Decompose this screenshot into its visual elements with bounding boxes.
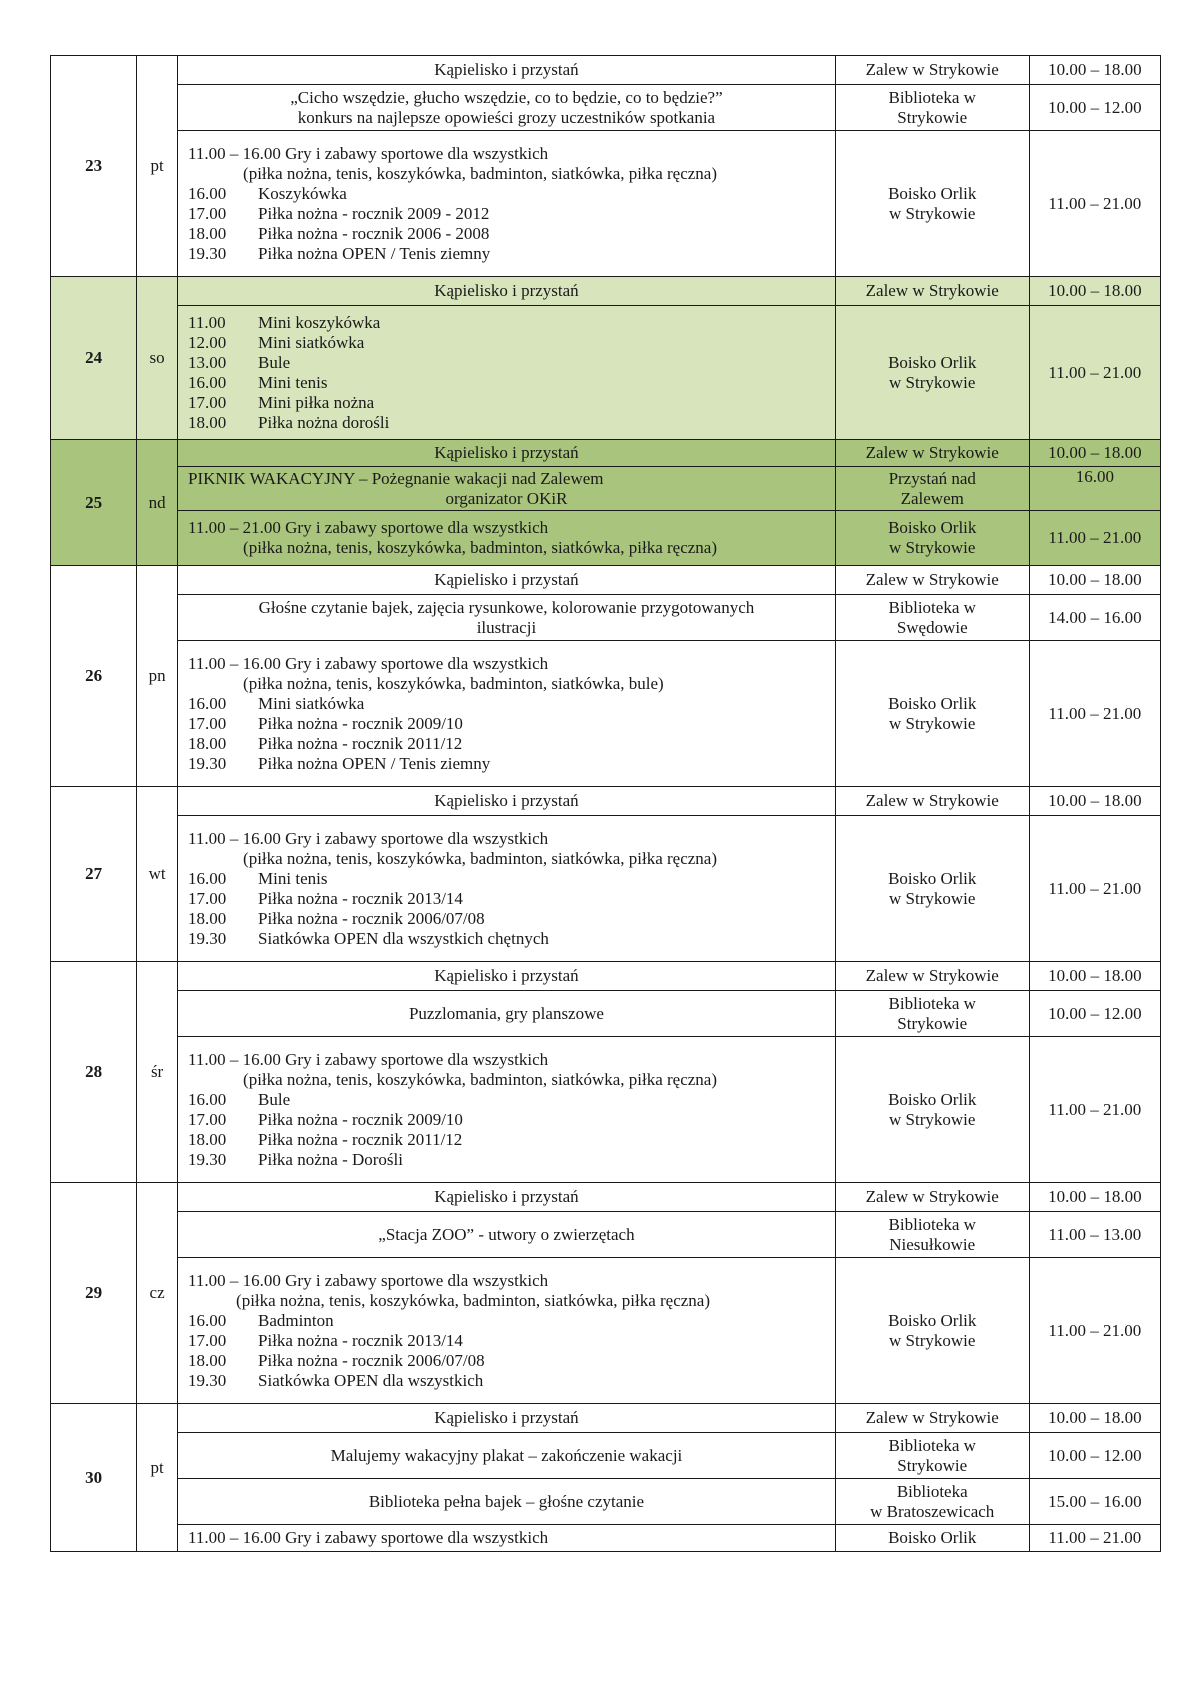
activity-cell <box>178 595 836 641</box>
hours-cell: 10.00 – 12.00 <box>1029 1433 1160 1479</box>
item-text: Mini koszykówka <box>258 312 381 332</box>
item-text: Mini tenis <box>258 372 328 392</box>
place-line: Przystań nad <box>888 468 976 488</box>
activity-line: (piłka nożna, tenis, koszykówka, badminton, siatkówka, piłka ręczna) <box>243 1069 718 1089</box>
place-line: Boisko Orlik <box>888 183 977 203</box>
table-row <box>51 85 1161 131</box>
place-line: Biblioteka <box>896 1481 968 1501</box>
place-cell: Zalew w Strykowie <box>835 440 1029 467</box>
activity-line: 11.00 – 16.00 Gry i zabawy sportowe dla wszystkich <box>188 143 549 163</box>
item-time: 16.00 <box>188 1089 227 1109</box>
place-line: w Strykowie <box>889 203 976 223</box>
activity-cell: „Stacja ZOO” - utwory o zwierzętach <box>178 1212 836 1258</box>
activity-cell: Kąpielisko i przystań <box>178 962 836 991</box>
place-line: Biblioteka w <box>888 1435 976 1455</box>
activity-line: PIKNIK WAKACYJNY – Pożegnanie wakacji nad Zalewem <box>188 468 604 488</box>
item-time: 19.30 <box>188 243 227 263</box>
hours-cell: 14.00 – 16.00 <box>1029 595 1160 641</box>
item-time: 16.00 <box>188 183 227 203</box>
hours-cell: 10.00 – 18.00 <box>1029 566 1160 595</box>
hours-cell: 10.00 – 18.00 <box>1029 1183 1160 1212</box>
item-time: 19.30 <box>188 928 227 948</box>
item-time: 18.00 <box>188 412 227 432</box>
place-line: Boisko Orlik <box>888 1310 977 1330</box>
place-cell <box>835 306 1029 440</box>
day-of-week: pt <box>137 56 178 277</box>
activity-cell <box>178 467 836 511</box>
hours-cell: 10.00 – 12.00 <box>1029 991 1160 1037</box>
day-of-week: pt <box>137 1404 178 1552</box>
table-row <box>51 1212 1161 1258</box>
place-cell <box>835 1479 1029 1525</box>
day-of-week: pn <box>137 566 178 787</box>
table-row <box>51 816 1161 962</box>
activity-line: „Cicho wszędzie, głucho wszędzie, co to będzie, co to będzie?” <box>290 87 723 107</box>
activity-cell: Kąpielisko i przystań <box>178 566 836 595</box>
hours-cell: 11.00 – 21.00 <box>1029 306 1160 440</box>
hours-cell: 11.00 – 21.00 <box>1029 131 1160 277</box>
place-cell: Zalew w Strykowie <box>835 566 1029 595</box>
hours-cell: 10.00 – 18.00 <box>1029 277 1160 306</box>
place-cell <box>835 1037 1029 1183</box>
place-cell <box>835 1433 1029 1479</box>
day-number: 30 <box>51 1404 137 1552</box>
activity-cell <box>178 1037 836 1183</box>
activity-cell <box>178 641 836 787</box>
table-row <box>51 511 1161 566</box>
item-text: Mini siatkówka <box>258 693 365 713</box>
hours-cell: 10.00 – 18.00 <box>1029 787 1160 816</box>
item-text: Mini siatkówka <box>258 332 365 352</box>
item-text: Koszykówka <box>258 183 347 203</box>
activity-cell <box>178 306 836 440</box>
item-text: Piłka nożna - rocznik 2006/07/08 <box>258 1350 485 1370</box>
hours-cell: 10.00 – 18.00 <box>1029 962 1160 991</box>
place-cell: Boisko Orlik <box>835 1525 1029 1552</box>
hours-cell: 10.00 – 18.00 <box>1029 56 1160 85</box>
place-line: Strykowie <box>897 1013 968 1033</box>
activity-cell: Kąpielisko i przystań <box>178 440 836 467</box>
activity-line: 11.00 – 16.00 Gry i zabawy sportowe dla wszystkich <box>188 1270 549 1290</box>
table-row <box>51 991 1161 1037</box>
table-row <box>51 566 1161 595</box>
item-text: Bule <box>258 352 291 372</box>
activity-line: (piłka nożna, tenis, koszykówka, badminton, siatkówka, bule) <box>243 673 664 693</box>
hours-cell: 10.00 – 18.00 <box>1029 440 1160 467</box>
table-row <box>51 641 1161 787</box>
item-text: Piłka nożna - rocznik 2011/12 <box>258 733 463 753</box>
place-line: Boisko Orlik <box>888 518 977 537</box>
activity-line: 11.00 – 16.00 Gry i zabawy sportowe dla wszystkich <box>188 828 549 848</box>
item-time: 16.00 <box>188 1310 227 1330</box>
item-text: Piłka nożna - rocznik 2009/10 <box>258 1109 463 1129</box>
item-time: 17.00 <box>188 392 227 412</box>
place-cell <box>835 1258 1029 1404</box>
place-line: Strykowie <box>897 1455 968 1475</box>
activity-cell: Kąpielisko i przystań <box>178 56 836 85</box>
day-of-week: śr <box>137 962 178 1183</box>
item-time: 18.00 <box>188 908 227 928</box>
hours-cell: 15.00 – 16.00 <box>1029 1479 1160 1525</box>
activity-cell: Malujemy wakacyjny plakat – zakończenie wakacji <box>178 1433 836 1479</box>
place-cell: Zalew w Strykowie <box>835 277 1029 306</box>
activity-line: (piłka nożna, tenis, koszykówka, badminton, siatkówka, piłka ręczna) <box>243 848 718 868</box>
activity-cell: Biblioteka pełna bajek – głośne czytanie <box>178 1479 836 1525</box>
activity-line: 11.00 – 16.00 Gry i zabawy sportowe dla wszystkich <box>188 1049 549 1069</box>
item-text: Piłka nożna - rocznik 2006/07/08 <box>258 908 485 928</box>
item-text: Piłka nożna - rocznik 2011/12 <box>258 1129 463 1149</box>
place-line: Biblioteka w <box>888 597 976 617</box>
activity-line: 11.00 – 21.00 Gry i zabawy sportowe dla wszystkich <box>188 518 549 537</box>
day-of-week: so <box>137 277 178 440</box>
place-cell <box>835 131 1029 277</box>
item-text: Piłka nożna dorośli <box>258 412 390 432</box>
place-cell <box>835 816 1029 962</box>
day-number: 25 <box>51 440 137 566</box>
item-text: Piłka nożna - rocznik 2006 - 2008 <box>258 223 490 243</box>
day-of-week: cz <box>137 1183 178 1404</box>
item-time: 17.00 <box>188 203 227 223</box>
place-line: Boisko Orlik <box>888 693 977 713</box>
hours-cell: 11.00 – 21.00 <box>1029 816 1160 962</box>
place-line: w Strykowie <box>889 1109 976 1129</box>
item-text: Piłka nożna - rocznik 2013/14 <box>258 1330 463 1350</box>
activity-cell: Kąpielisko i przystań <box>178 787 836 816</box>
place-line: w Strykowie <box>889 713 976 733</box>
table-row <box>51 1433 1161 1479</box>
table-row <box>51 56 1161 85</box>
place-line: Strykowie <box>897 107 968 127</box>
day-number: 26 <box>51 566 137 787</box>
day-number: 27 <box>51 787 137 962</box>
item-time: 19.30 <box>188 1370 227 1390</box>
table-row <box>51 277 1161 306</box>
place-line: w Strykowie <box>889 372 976 392</box>
activity-line: (piłka nożna, tenis, koszykówka, badminton, siatkówka, piłka ręczna) <box>236 1290 711 1310</box>
table-row <box>51 440 1161 467</box>
table-row <box>51 962 1161 991</box>
item-text: Piłka nożna OPEN / Tenis ziemny <box>258 753 491 773</box>
day-number: 29 <box>51 1183 137 1404</box>
place-cell: Zalew w Strykowie <box>835 1404 1029 1433</box>
place-line: Niesułkowie <box>889 1234 976 1254</box>
table-row <box>51 1479 1161 1525</box>
hours-cell: 10.00 – 18.00 <box>1029 1404 1160 1433</box>
item-time: 17.00 <box>188 1109 227 1129</box>
table-row <box>51 1183 1161 1212</box>
place-cell <box>835 85 1029 131</box>
day-number: 24 <box>51 277 137 440</box>
item-time: 18.00 <box>188 733 227 753</box>
place-line: Boisko Orlik <box>888 352 977 372</box>
activity-cell: Kąpielisko i przystań <box>178 277 836 306</box>
hours-cell: 11.00 – 21.00 <box>1029 1258 1160 1404</box>
day-of-week: nd <box>137 440 178 566</box>
item-time: 11.00 <box>188 312 226 332</box>
activity-cell <box>178 1258 836 1404</box>
item-time: 19.30 <box>188 1149 227 1169</box>
activity-line: 11.00 – 16.00 Gry i zabawy sportowe dla wszystkich <box>188 653 549 673</box>
place-cell <box>835 595 1029 641</box>
place-line: Biblioteka w <box>888 87 976 107</box>
place-cell: Zalew w Strykowie <box>835 787 1029 816</box>
activity-cell: Puzzlomania, gry planszowe <box>178 991 836 1037</box>
place-cell: Zalew w Strykowie <box>835 1183 1029 1212</box>
item-time: 18.00 <box>188 223 227 243</box>
table-row <box>51 467 1161 511</box>
place-line: Biblioteka w <box>888 1214 976 1234</box>
item-text: Siatkówka OPEN dla wszystkich <box>258 1370 484 1390</box>
item-time: 16.00 <box>188 693 227 713</box>
place-line: Boisko Orlik <box>888 868 977 888</box>
item-text: Piłka nożna - rocznik 2009 - 2012 <box>258 203 490 223</box>
place-cell <box>835 991 1029 1037</box>
hours-cell: 11.00 – 21.00 <box>1029 511 1160 566</box>
table-row <box>51 595 1161 641</box>
place-line: Boisko Orlik <box>888 1089 977 1109</box>
item-time: 13.00 <box>188 352 227 372</box>
hours-cell: 11.00 – 21.00 <box>1029 641 1160 787</box>
item-time: 16.00 <box>188 372 227 392</box>
place-line: w Strykowie <box>889 888 976 908</box>
hours-cell: 11.00 – 13.00 <box>1029 1212 1160 1258</box>
table-row <box>51 1525 1161 1552</box>
day-number: 28 <box>51 962 137 1183</box>
place-line: w Strykowie <box>889 1330 976 1350</box>
place-cell <box>835 641 1029 787</box>
activity-line: (piłka nożna, tenis, koszykówka, badminton, siatkówka, piłka ręczna) <box>243 538 718 557</box>
table-row <box>51 787 1161 816</box>
place-cell <box>835 1212 1029 1258</box>
schedule-table <box>50 55 1161 1552</box>
activity-cell: Kąpielisko i przystań <box>178 1183 836 1212</box>
place-cell: Zalew w Strykowie <box>835 962 1029 991</box>
table-row <box>51 1037 1161 1183</box>
item-time: 18.00 <box>188 1129 227 1149</box>
hours-cell: 16.00 <box>1029 467 1160 511</box>
activity-line: Głośne czytanie bajek, zajęcia rysunkowe, kolorowanie przygotowanych <box>258 597 755 617</box>
item-text: Piłka nożna - Dorośli <box>258 1149 403 1169</box>
item-time: 17.00 <box>188 713 227 733</box>
place-line: Zalewem <box>900 488 964 508</box>
table-row <box>51 131 1161 277</box>
item-text: Siatkówka OPEN dla wszystkich chętnych <box>258 928 549 948</box>
activity-cell <box>178 511 836 566</box>
item-text: Badminton <box>258 1310 334 1330</box>
activity-line: (piłka nożna, tenis, koszykówka, badminton, siatkówka, piłka ręczna) <box>243 163 718 183</box>
item-text: Mini piłka nożna <box>258 392 375 412</box>
activity-cell <box>178 816 836 962</box>
item-time: 17.00 <box>188 888 227 908</box>
hours-cell: 10.00 – 12.00 <box>1029 85 1160 131</box>
activity-line: ilustracji <box>476 617 537 637</box>
place-cell <box>835 511 1029 566</box>
item-text: Mini tenis <box>258 868 328 888</box>
item-time: 16.00 <box>188 868 227 888</box>
item-text: Bule <box>258 1089 291 1109</box>
table-row <box>51 1258 1161 1404</box>
table-row <box>51 1404 1161 1433</box>
place-line: w Bratoszewicach <box>870 1501 995 1521</box>
place-cell: Zalew w Strykowie <box>835 56 1029 85</box>
hours-cell: 11.00 – 21.00 <box>1029 1525 1160 1552</box>
item-time: 17.00 <box>188 1330 227 1350</box>
item-text: Piłka nożna - rocznik 2013/14 <box>258 888 463 908</box>
day-number: 23 <box>51 56 137 277</box>
hours-cell: 11.00 – 21.00 <box>1029 1037 1160 1183</box>
place-line: w Strykowie <box>889 538 976 557</box>
item-time: 12.00 <box>188 332 227 352</box>
item-time: 18.00 <box>188 1350 227 1370</box>
place-line: Biblioteka w <box>888 993 976 1013</box>
place-line: Swędowie <box>896 617 968 637</box>
activity-cell <box>178 85 836 131</box>
activity-cell: 11.00 – 16.00 Gry i zabawy sportowe dla wszystkich <box>178 1525 836 1552</box>
activity-line: konkurs na najlepsze opowieści grozy uczestników spotkania <box>297 107 716 127</box>
place-cell <box>835 467 1029 511</box>
table-row <box>51 306 1161 440</box>
activity-cell: Kąpielisko i przystań <box>178 1404 836 1433</box>
item-time: 19.30 <box>188 753 227 773</box>
day-of-week: wt <box>137 787 178 962</box>
item-text: Piłka nożna OPEN / Tenis ziemny <box>258 243 491 263</box>
item-text: Piłka nożna - rocznik 2009/10 <box>258 713 463 733</box>
activity-cell <box>178 131 836 277</box>
activity-line: organizator OKiR <box>445 488 568 508</box>
